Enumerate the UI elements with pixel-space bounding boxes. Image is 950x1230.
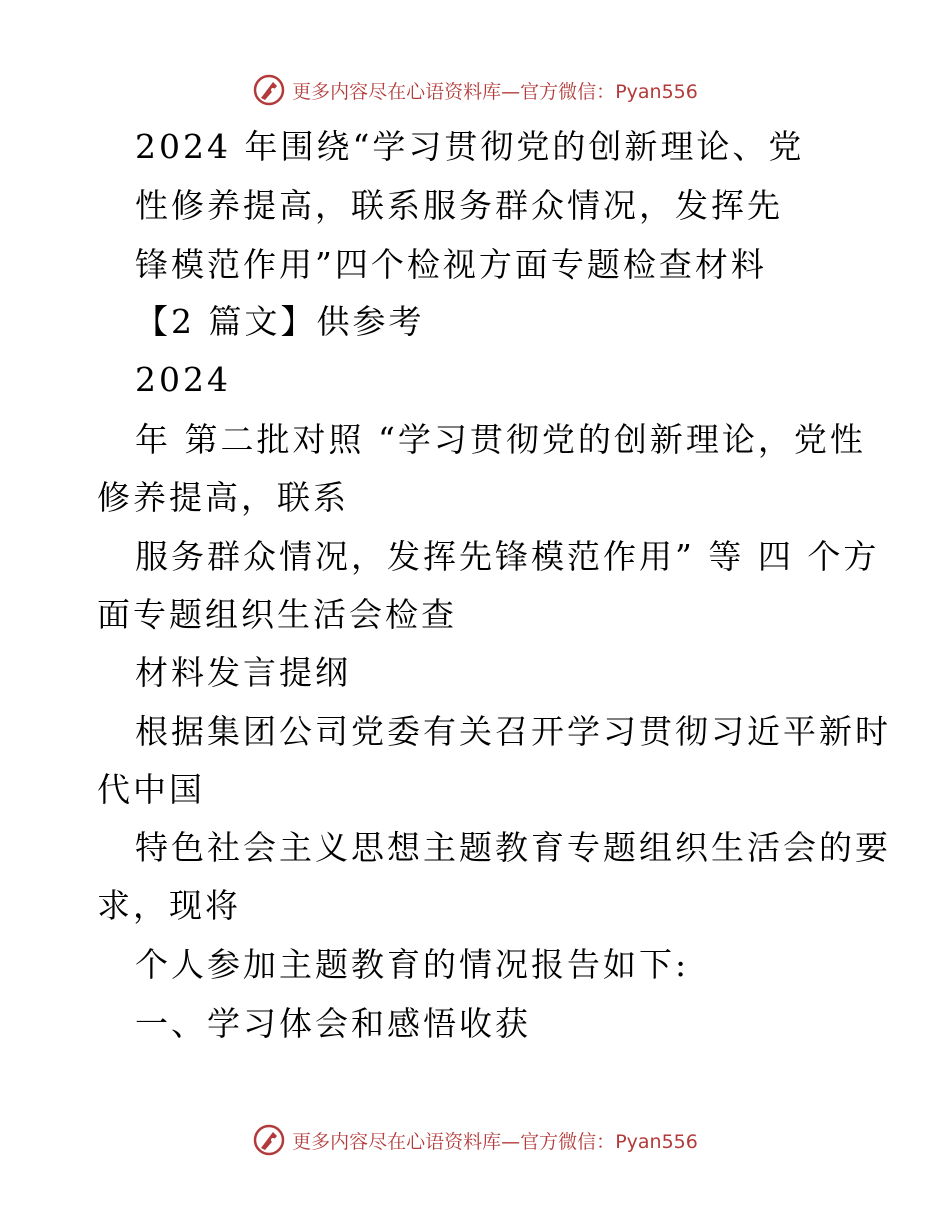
section-heading-1: 一、学习体会和感悟收获	[135, 1004, 531, 1043]
paragraph-5-line-2: 代中国	[97, 770, 205, 809]
paragraph-6-line-1: 特色社会主义思想主题教育专题组织生活会的要	[135, 828, 891, 867]
banner-wechat-label: 官方微信：	[520, 1130, 616, 1153]
banner-wechat-id: Pyan556	[615, 80, 698, 103]
banner-dash: —	[501, 1130, 521, 1153]
paragraph-2-line-1: 年 第二批对照 “学习贯彻党的创新理论，党性	[135, 420, 866, 459]
title-line-1: 2024 年围绕“学习贯彻党的创新理论、党	[135, 127, 805, 166]
banner-dash: —	[501, 80, 521, 103]
banner-wechat-id: Pyan556	[615, 1130, 698, 1153]
paragraph-year: 2024	[135, 360, 231, 399]
paragraph-2-line-2: 修养提高，联系	[97, 478, 349, 517]
footer-banner	[0, 1120, 950, 1160]
title-line-4: 【2 篇文】供参考	[135, 302, 425, 341]
paragraph-7: 个人参加主题教育的情况报告如下:	[135, 945, 690, 984]
pen-nib-seal-icon	[252, 1123, 286, 1157]
banner-site-text: 更多内容尽在心语资料库	[292, 1130, 502, 1153]
banner-site-text: 更多内容尽在心语资料库	[292, 80, 502, 103]
paragraph-6-line-2: 求，现将	[97, 886, 241, 925]
paragraph-5-line-1: 根据集团公司党委有关召开学习贯彻习近平新时	[135, 712, 891, 751]
paragraph-3-line-2: 面专题组织生活会检查	[97, 595, 457, 634]
banner-wechat-label: 官方微信：	[520, 80, 616, 103]
paragraph-4: 材料发言提纲	[135, 653, 351, 692]
title-line-2: 性修养提高，联系服务群众情况，发挥先	[135, 186, 783, 225]
pen-nib-seal-icon	[252, 73, 286, 107]
title-line-3: 锋模范作用”四个检视方面专题检查材料	[135, 245, 767, 284]
paragraph-3-line-1: 服务群众情况，发挥先锋模范作用” 等 四 个方	[135, 537, 880, 576]
header-banner	[0, 70, 950, 110]
